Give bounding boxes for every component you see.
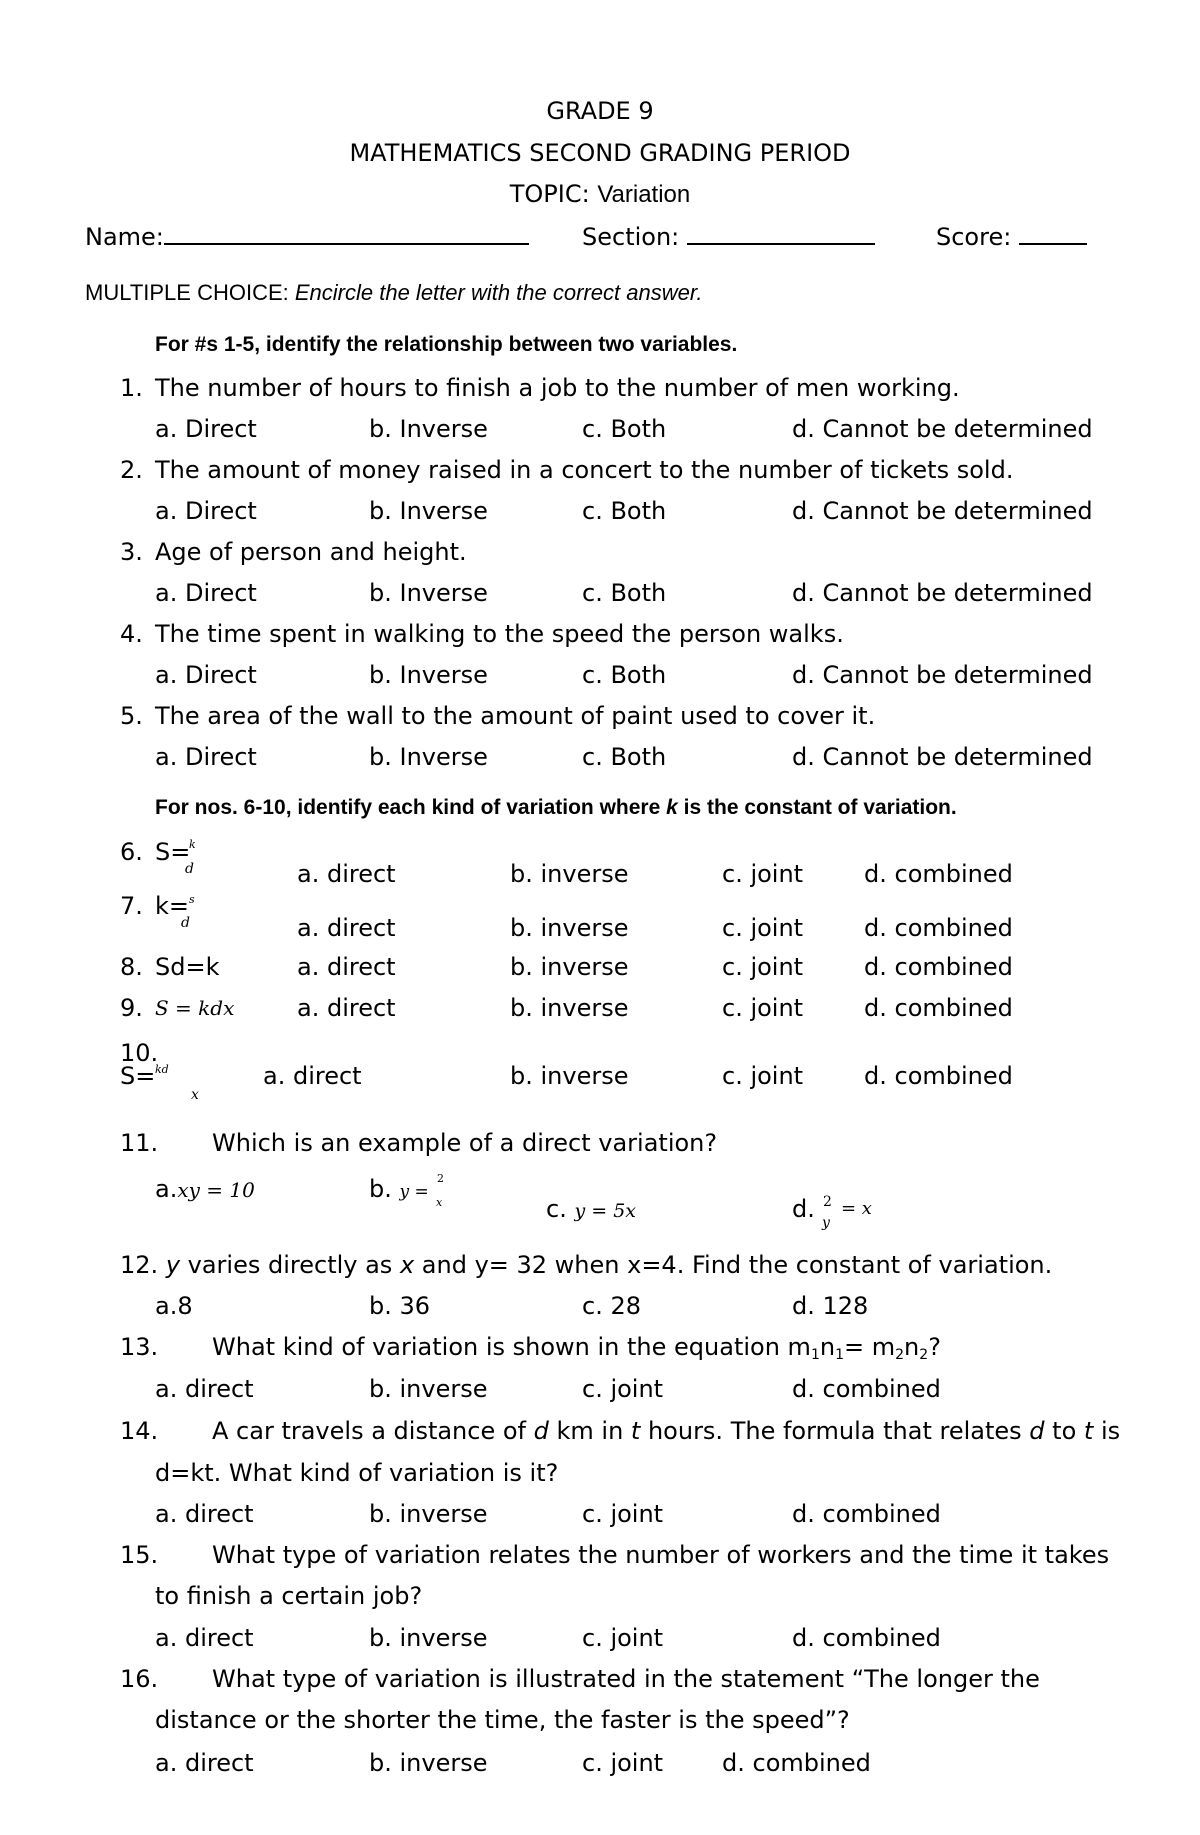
question-10-denominator: x xyxy=(191,1087,199,1103)
q11-choice-d-expr: = x xyxy=(841,1198,872,1219)
q12-choice-a[interactable]: a.8 xyxy=(155,1292,193,1320)
q12-choice-d[interactable]: d. 128 xyxy=(792,1292,869,1320)
q10-choice-a[interactable]: a. direct xyxy=(263,1062,362,1090)
question-13-sub1: 1 xyxy=(810,1347,820,1363)
q11-choice-b[interactable] xyxy=(369,1175,429,1203)
question-11-text: Which is an example of a direct variation? xyxy=(212,1129,718,1157)
name-label: Name: xyxy=(85,223,164,251)
question-13-text-main: What kind of variation is shown in the equation m xyxy=(212,1333,811,1361)
q15-choice-b[interactable]: b. inverse xyxy=(369,1624,488,1652)
q15-choice-a[interactable]: a. direct xyxy=(155,1624,254,1652)
question-13-n1: n xyxy=(819,1333,836,1361)
q8-choice-a[interactable]: a. direct xyxy=(297,953,396,981)
q16-choice-b[interactable]: b. inverse xyxy=(369,1749,488,1777)
question-13-end: ? xyxy=(928,1333,941,1361)
question-16-line1: What type of variation is illustrated in the statement “The longer the xyxy=(212,1665,1040,1693)
question-9-number: 9. xyxy=(120,994,143,1022)
q14-choice-c[interactable]: c. joint xyxy=(582,1500,664,1528)
question-7-number: 7. xyxy=(120,892,143,920)
q11-choice-b-denominator: x xyxy=(436,1196,443,1209)
q11-choice-a-expr: xy = 10 xyxy=(177,1178,255,1202)
q11-choice-c-label: c. xyxy=(546,1195,567,1223)
question-14-d2: d xyxy=(1029,1417,1045,1445)
question-2-number: 2. xyxy=(120,456,143,484)
q7-choice-a[interactable]: a. direct xyxy=(297,914,396,942)
question-10-lhs: S= xyxy=(120,1062,156,1090)
question-7-numerator: s xyxy=(189,893,195,906)
q4-choice-a[interactable]: a. Direct xyxy=(155,661,257,689)
question-7-lhs: k= xyxy=(155,892,190,920)
question-12-x: x xyxy=(399,1251,415,1279)
question-6-denominator: d xyxy=(185,861,194,877)
q11-choice-d-denominator: y xyxy=(822,1215,830,1231)
q10-choice-d[interactable]: d. combined xyxy=(864,1062,1013,1090)
q12-choice-b[interactable]: b. 36 xyxy=(369,1292,431,1320)
instructions-text: Encircle the letter with the correct answer. xyxy=(294,280,703,305)
q6-choice-a[interactable]: a. direct xyxy=(297,860,396,888)
q14-choice-a[interactable]: a. direct xyxy=(155,1500,254,1528)
score-blank[interactable] xyxy=(1019,221,1087,245)
question-14-line1 xyxy=(212,1417,1120,1445)
part2-intro-post: is the constant of variation. xyxy=(677,796,957,819)
question-14-t2: km in xyxy=(548,1417,631,1445)
q11-choice-d-label: d. xyxy=(792,1195,815,1223)
question-14-t-2: t xyxy=(1083,1417,1094,1445)
question-6-number: 6. xyxy=(120,838,143,866)
score-field[interactable] xyxy=(936,221,1087,251)
question-14-t1: A car travels a distance of xyxy=(212,1417,534,1445)
part2-intro-pre: For nos. 6-10, identify each kind of variation where xyxy=(155,796,667,819)
question-16-number: 16. xyxy=(120,1665,159,1693)
q10-choice-c[interactable]: c. joint xyxy=(722,1062,804,1090)
question-14-d: d xyxy=(533,1417,549,1445)
question-1-number: 1. xyxy=(120,374,143,402)
question-10-numerator: kd xyxy=(155,1063,169,1076)
q16-choice-d[interactable]: d. combined xyxy=(722,1749,871,1777)
question-15-line1: What type of variation relates the number of workers and the time it takes xyxy=(212,1541,1110,1569)
q13-choice-b[interactable]: b. inverse xyxy=(369,1375,488,1403)
topic-label: TOPIC: xyxy=(509,180,590,208)
question-13-sub2: 1 xyxy=(835,1347,844,1363)
name-blank[interactable] xyxy=(164,221,529,245)
grade-heading: GRADE 9 xyxy=(546,97,654,125)
question-14-number: 14. xyxy=(120,1417,159,1445)
q7-choice-c[interactable]: c. joint xyxy=(722,914,804,942)
q1-choice-b[interactable]: b. Inverse xyxy=(369,415,488,443)
question-13-text xyxy=(212,1333,941,1363)
part2-intro-k: k xyxy=(666,796,678,819)
question-12-y: y xyxy=(165,1251,181,1279)
q16-choice-a[interactable]: a. direct xyxy=(155,1749,254,1777)
q6-choice-d[interactable]: d. combined xyxy=(864,860,1013,888)
q3-choice-a[interactable]: a. Direct xyxy=(155,579,257,607)
question-4-number: 4. xyxy=(120,620,143,648)
question-12 xyxy=(120,1251,1052,1279)
q13-choice-a[interactable]: a. direct xyxy=(155,1375,254,1403)
question-15-line2: to finish a certain job? xyxy=(155,1582,423,1610)
q9-choice-b[interactable]: b. inverse xyxy=(510,994,629,1022)
question-8-number: 8. xyxy=(120,953,143,981)
instructions-type: MULTIPLE CHOICE: xyxy=(85,280,289,305)
q11-choice-d[interactable] xyxy=(792,1195,815,1223)
name-field[interactable] xyxy=(85,221,529,251)
q14-choice-d[interactable]: d. combined xyxy=(792,1500,941,1528)
q4-choice-b[interactable]: b. Inverse xyxy=(369,661,488,689)
q6-choice-b[interactable]: b. inverse xyxy=(510,860,629,888)
q7-choice-d[interactable]: d. combined xyxy=(864,914,1013,942)
q2-choice-a[interactable]: a. Direct xyxy=(155,497,257,525)
part2-intro xyxy=(155,796,957,820)
question-7-denominator: d xyxy=(181,915,190,931)
q9-choice-c[interactable]: c. joint xyxy=(722,994,804,1022)
q11-choice-b-label: b. xyxy=(369,1175,392,1203)
q5-choice-b[interactable]: b. Inverse xyxy=(369,743,488,771)
section-blank[interactable] xyxy=(687,221,875,245)
part1-intro: For #s 1-5, identify the relationship between two variables. xyxy=(155,333,738,356)
q2-choice-b[interactable]: b. Inverse xyxy=(369,497,488,525)
topic-line xyxy=(0,180,1200,209)
q9-choice-a[interactable]: a. direct xyxy=(297,994,396,1022)
q1-choice-d[interactable]: d. Cannot be determined xyxy=(792,415,1093,443)
q16-choice-c[interactable]: c. joint xyxy=(582,1749,664,1777)
question-11-number: 11. xyxy=(120,1129,159,1157)
question-6-numerator: k xyxy=(189,838,196,851)
q8-choice-d[interactable]: d. combined xyxy=(864,953,1013,981)
question-15-number: 15. xyxy=(120,1541,159,1569)
q11-choice-d-numerator: 2 xyxy=(823,1194,832,1210)
q11-choice-a-label: a. xyxy=(155,1175,178,1203)
question-14-t3: hours. The formula that relates xyxy=(640,1417,1030,1445)
topic-value: Variation xyxy=(597,181,691,208)
score-label: Score: xyxy=(936,223,1012,251)
question-14-line2: d=kt. What kind of variation is it? xyxy=(155,1459,559,1487)
question-13-sub3: 2 xyxy=(895,1347,905,1363)
subject-heading: MATHEMATICS SECOND GRADING PERIOD xyxy=(349,139,851,167)
q13-choice-d[interactable]: d. combined xyxy=(792,1375,941,1403)
q11-choice-c-expr: y = 5x xyxy=(574,1200,637,1222)
q15-choice-d[interactable]: d. combined xyxy=(792,1624,941,1652)
question-12-t1: varies directly as xyxy=(180,1251,400,1279)
q1-choice-a[interactable]: a. Direct xyxy=(155,415,257,443)
q3-choice-d[interactable]: d. Cannot be determined xyxy=(792,579,1093,607)
q12-choice-c[interactable]: c. 28 xyxy=(582,1292,641,1320)
q2-choice-d[interactable]: d. Cannot be determined xyxy=(792,497,1093,525)
q3-choice-c[interactable]: c. Both xyxy=(582,579,667,607)
q8-choice-b[interactable]: b. inverse xyxy=(510,953,629,981)
question-13-number: 13. xyxy=(120,1333,159,1361)
question-3-number: 3. xyxy=(120,538,143,566)
q15-choice-c[interactable]: c. joint xyxy=(582,1624,664,1652)
question-12-t2: and y= 32 when x=4. Find the constant of variation. xyxy=(414,1251,1053,1279)
question-8-expr: Sd=k xyxy=(155,953,220,981)
q8-choice-c[interactable]: c. joint xyxy=(722,953,804,981)
q11-choice-c[interactable] xyxy=(546,1195,636,1223)
q5-choice-c[interactable]: c. Both xyxy=(582,743,667,771)
q5-choice-d[interactable]: d. Cannot be determined xyxy=(792,743,1093,771)
question-2-text: The amount of money raised in a concert to the number of tickets sold. xyxy=(155,456,1014,484)
q4-choice-d[interactable]: d. Cannot be determined xyxy=(792,661,1093,689)
q11-choice-a[interactable] xyxy=(155,1175,255,1203)
question-13-sub4: 2 xyxy=(919,1347,929,1363)
question-13-mid: = m xyxy=(844,1333,896,1361)
q7-choice-b[interactable]: b. inverse xyxy=(510,914,629,942)
q4-choice-c[interactable]: c. Both xyxy=(582,661,667,689)
q9-choice-d[interactable]: d. combined xyxy=(864,994,1013,1022)
q11-choice-b-numerator: 2 xyxy=(437,1172,444,1185)
question-12-number: 12. xyxy=(120,1251,159,1279)
question-1-text: The number of hours to finish a job to the number of men working. xyxy=(155,374,960,402)
q13-choice-c[interactable]: c. joint xyxy=(582,1375,664,1403)
question-14-t5: is xyxy=(1093,1417,1121,1445)
q14-choice-b[interactable]: b. inverse xyxy=(369,1500,488,1528)
question-6-lhs: S= xyxy=(155,838,191,866)
question-10-number: 10. xyxy=(120,1039,159,1067)
section-label: Section: xyxy=(582,223,680,251)
question-3-text: Age of person and height. xyxy=(155,538,467,566)
instructions xyxy=(85,280,702,306)
q6-choice-c[interactable]: c. joint xyxy=(722,860,804,888)
q2-choice-c[interactable]: c. Both xyxy=(582,497,667,525)
question-16-line2: distance or the shorter the time, the faster is the speed”? xyxy=(155,1706,850,1734)
question-14-t: t xyxy=(630,1417,641,1445)
section-field[interactable] xyxy=(582,221,875,251)
q10-choice-b[interactable]: b. inverse xyxy=(510,1062,629,1090)
q3-choice-b[interactable]: b. Inverse xyxy=(369,579,488,607)
question-9-expr: S = kdx xyxy=(155,996,235,1020)
question-13-n2: n xyxy=(904,1333,920,1361)
q11-choice-b-expr: y = xyxy=(399,1182,429,1202)
question-14-t4: to xyxy=(1044,1417,1084,1445)
question-5-number: 5. xyxy=(120,702,143,730)
question-4-text: The time spent in walking to the speed the person walks. xyxy=(155,620,844,648)
question-5-text: The area of the wall to the amount of paint used to cover it. xyxy=(155,702,876,730)
q1-choice-c[interactable]: c. Both xyxy=(582,415,667,443)
q5-choice-a[interactable]: a. Direct xyxy=(155,743,257,771)
